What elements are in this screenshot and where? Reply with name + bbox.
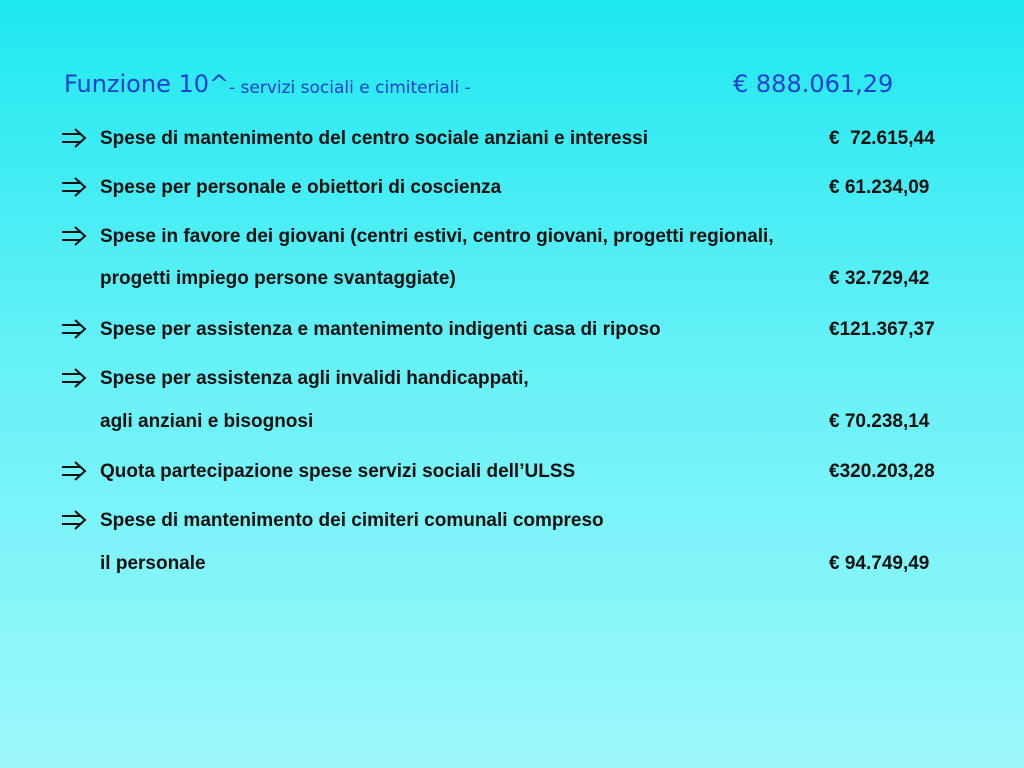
- item-amount: € 61.234,09: [829, 177, 930, 198]
- item-description: Quota partecipazione spese servizi sociali dell’ULSS: [100, 461, 576, 482]
- item-amount: € 72.615,44: [829, 128, 935, 149]
- item-description-continued: progetti impiego persone svantaggiate): [100, 268, 456, 289]
- item-description: Spese per assistenza e mantenimento indigenti casa di riposo: [100, 319, 661, 340]
- heading-title: Funzione 10^: [64, 70, 230, 98]
- item-description: Spese in favore dei giovani (centri estivi, centro giovani, progetti regionali,: [100, 226, 774, 247]
- item-description: Spese di mantenimento dei cimiteri comunali compreso: [100, 510, 604, 531]
- item-amount: €320.203,28: [829, 461, 935, 482]
- item-description: Spese di mantenimento del centro sociale anziani e interessi: [100, 128, 649, 149]
- double-arrow-right-icon: [60, 365, 90, 391]
- heading-total-amount: € 888.061,29: [733, 70, 894, 98]
- double-arrow-right-icon: [60, 223, 90, 249]
- item-amount: € 32.729,42: [829, 268, 930, 289]
- double-arrow-right-icon: [60, 458, 90, 484]
- item-description-continued: il personale: [100, 553, 206, 574]
- slide-heading: [64, 66, 964, 106]
- double-arrow-right-icon: [60, 174, 90, 200]
- item-description: Spese per assistenza agli invalidi handicappati,: [100, 368, 529, 389]
- heading-subtitle: - servizi sociali e cimiteriali -: [229, 78, 471, 98]
- item-amount: €121.367,37: [829, 319, 935, 340]
- item-amount: € 70.238,14: [829, 411, 930, 432]
- double-arrow-right-icon: [60, 125, 90, 151]
- double-arrow-right-icon: [60, 507, 90, 533]
- item-amount: € 94.749,49: [829, 553, 930, 574]
- item-description: Spese per personale e obiettori di coscienza: [100, 177, 502, 198]
- item-description-continued: agli anziani e bisognosi: [100, 411, 314, 432]
- double-arrow-right-icon: [60, 316, 90, 342]
